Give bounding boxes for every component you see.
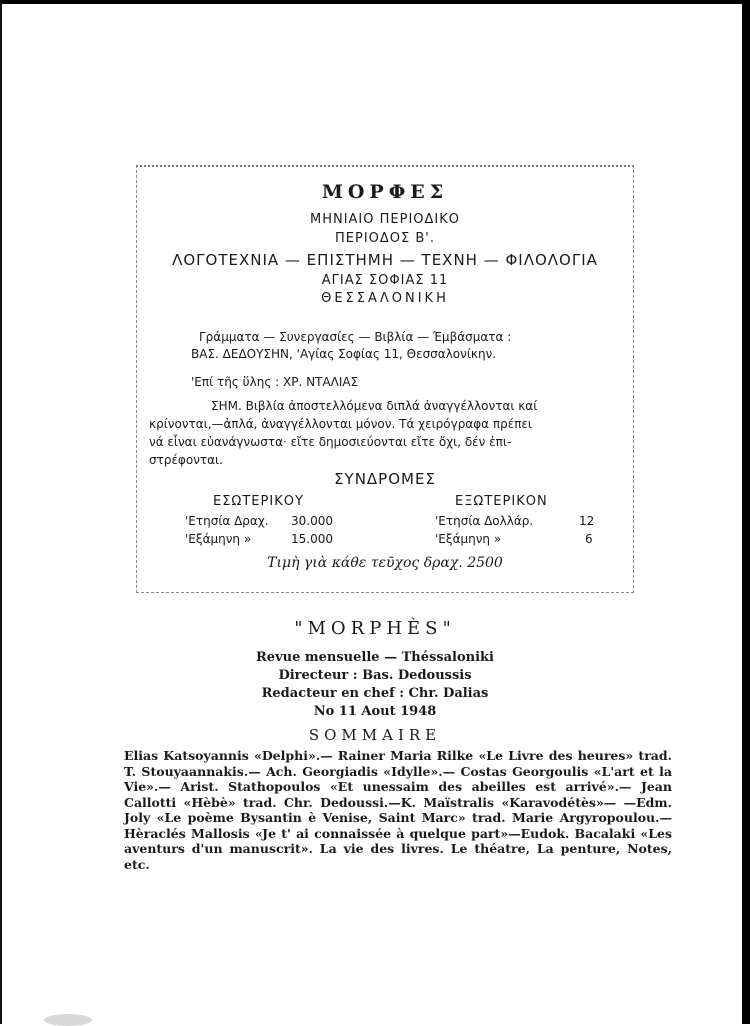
greek-masthead-box <box>136 165 634 593</box>
foreign-semi-label: 'Εξάμηνη » <box>435 532 502 546</box>
sommaire-heading: SOMMAIRE <box>308 726 442 744</box>
french-revue-line: Revue mensuelle — Théssaloniki <box>256 650 494 665</box>
greek-title: ΜΟΡΦΕΣ <box>321 181 449 203</box>
greek-subjects: ΛΟΓΟΤΕΧΝΙΑ — ΕΠΙΣΤΗΜΗ — ΤΕΧΝΗ — ΦΙΛΟΛΟΓΙΑ <box>172 251 598 269</box>
domestic-semi-label: 'Εξάμηνη » <box>185 532 252 546</box>
greek-subtitle-period: ΠΕΡΙΟΔΟΣ Β'. <box>335 231 435 246</box>
foreign-annual-label: 'Ετησία Δολλάρ. <box>435 514 534 528</box>
table-of-contents: Elias Katsoyannis «Delphi».— Rainer Maria Rilke «Le Livre des heures» trad. T. Stouyaannakis.— Ach. Georgiadis «Idylle».— Costas Georgoulis «L'art et la Vie».— Arist. Stathopoulos «Et unessaim des abeilles est arrivé».— Jean Callotti «Hèbè» trad. Chr. Dedoussi.—K. Maïstralis «Karavodétès»— —Edm. Joly «Le poème Bysantin è Venise, Saint Marc» trad. Marie Argyropoulou.— Hèraclés Mallosis «Je t' ai connaissée à quelque part»—Eudok. Bacalaki «Les aventurs d'un manuscrit». La vie des livres. Le théatre, La penture, Notes, etc. <box>124 748 672 872</box>
domestic-annual-label: 'Ετησία Δραχ. <box>185 514 269 528</box>
greek-mail-line-2: ΒΑΣ. ΔΕΔΟΥΣΗΝ, 'Αγίας Σοφίας 11, Θεσσαλονίκην. <box>191 347 497 361</box>
greek-city: ΘΕΣΣΑΛΟΝΙΚΗ <box>321 291 449 306</box>
issue-price: Τιμὴ γιὰ κάθε τεῦχος δραχ. 2500 <box>267 555 503 571</box>
greek-note-line-2: κρίνονται,—ἀπλά, ἀναγγέλλονται μόνον. Τά χειρόγραφα πρέπει <box>149 417 532 431</box>
domestic-heading: ΕΣΩΤΕΡΙΚΟΥ <box>213 494 304 509</box>
french-title: "MORPHÈS" <box>294 618 456 639</box>
subscriptions-title: ΣΥΝΔΡΟΜΕΣ <box>334 470 436 488</box>
domestic-semi-value: 15.000 <box>291 532 333 546</box>
foreign-semi-value: 6 <box>585 532 593 546</box>
page-border-left <box>0 0 2 1024</box>
page-border-right <box>742 0 750 1024</box>
french-director-line: Directeur : Bas. Dedoussis <box>278 668 472 683</box>
greek-note-line-1: ΣΗΜ. Βιβλία ἀποστελλόμενα διπλά ἀναγγέλλονται καί <box>211 399 538 413</box>
greek-editor: 'Επί τῆς ὕλης : ΧΡ. ΝΤΑΛΙΑΣ <box>191 375 359 389</box>
greek-note-line-3: νά εἶναι εὐανάγνωστα· εἴτε δημοσιεύονται εἴτε ὄχι, δέν ἐπι- <box>149 435 512 449</box>
french-issue-line: No 11 Aout 1948 <box>313 704 437 719</box>
greek-address: ΑΓΙΑΣ ΣΟΦΙΑΣ 11 <box>321 273 449 288</box>
foreign-heading: ΕΞΩΤΕΡΙΚΟΝ <box>455 494 548 509</box>
domestic-annual-value: 30.000 <box>291 514 333 528</box>
greek-subtitle-monthly: ΜΗΝΙΑΙΟ ΠΕΡΙΟΔΙΚΟ <box>309 212 461 227</box>
foreign-annual-value: 12 <box>579 514 595 528</box>
french-editor-line: Redacteur en chef : Chr. Dalias <box>261 686 489 701</box>
scan-smudge <box>44 1014 92 1026</box>
greek-mail-line-1: Γράμματα — Συνεργασίες — Βιβλία — Έμβάσματα : <box>199 330 512 344</box>
greek-note <box>149 397 619 469</box>
page-border-top <box>0 0 750 4</box>
greek-note-line-4: στρέφονται. <box>149 453 223 467</box>
